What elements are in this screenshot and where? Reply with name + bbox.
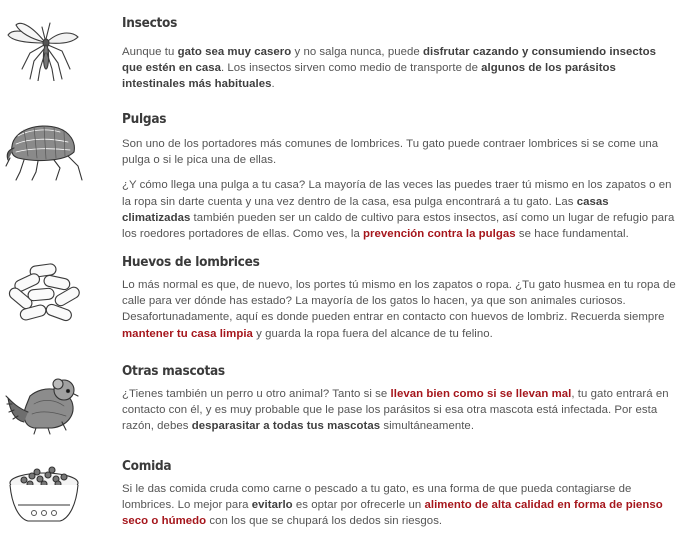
text-span: ¿Y cómo llega una pulga a tu casa? La mayoría de las veces las puedes traer tú mismo en los zapatos o en la ropa sin darte cuenta y una vez dentro de la casa, esa pulga encontrará a tu gato. Las — [122, 179, 672, 208]
section-title: Comida — [122, 458, 172, 474]
bold-text: evitarlo — [251, 499, 293, 512]
section-paragraph — [122, 386, 677, 435]
get-along-link[interactable]: llevan bien como si se llevan mal — [390, 388, 572, 400]
clean-house-link[interactable]: mantener tu casa limpia — [122, 327, 253, 340]
food-bowl-icon — [2, 459, 86, 533]
text-span: Si le das comida cruda como carne o pescado a tu gato, es una forma de que pueda contagiarse de lombrices. Lo mejor para — [122, 483, 632, 512]
section-paragraph: Son uno de los portadores más comunes de lombrices. Tu gato puede contraer lombrices si se come una pulga o si le pica una de ellas. — [122, 138, 659, 167]
bold-text: disfrutar cazando y consumiendo insectos que estén en casa — [122, 46, 657, 75]
text-span: y no salga nunca, puede — [291, 46, 423, 58]
text-span: es optar por ofrecerle un — [292, 499, 425, 512]
section-paragraph — [122, 277, 677, 342]
section-paragraph — [122, 44, 677, 93]
section-title: Pulgas — [122, 111, 167, 127]
mosquito-icon — [2, 14, 86, 86]
text-span: Lo más normal es que, de nuevo, los portes tú mismo en los zapatos o ropa. ¿Tu gato husmea en tu ropa de calle para ver dónde has estado? La mayoría de los gatos lo hacen, ya que son animales curiosos. Desafortunadamente, aquí es donde pueden entrar en contacto con huevos de lombriz. Recuerda siempre — [122, 279, 676, 324]
section-title: Huevos de lombrices — [122, 254, 260, 270]
text-span: , tu gato entrará en contacto con él, y es muy probable que le pase los parásitos si esa otra mascota está infectada. Por esta razón, debes — [122, 388, 669, 433]
text-span: también pueden ser un caldo de cultivo para estos insectos, así como un lugar de refugio para los roedores portadores de ellas. Como ves, la — [122, 211, 675, 241]
text-span: . Los insectos sirven como medio de transporte de — [220, 62, 482, 75]
bold-text: gato sea muy casero — [177, 46, 292, 58]
chinchilla-icon — [2, 370, 86, 440]
bold-text: casas climatizadas — [122, 195, 609, 224]
worm-eggs-icon — [2, 257, 86, 331]
text-span: . — [271, 78, 275, 91]
prevention-link[interactable]: prevención contra la pulgas — [363, 228, 516, 241]
section-title: Insectos — [122, 15, 178, 31]
section-paragraph — [122, 177, 677, 242]
section-paragraph — [122, 481, 677, 530]
text-span: simultáneamente. — [380, 420, 475, 433]
bold-text: desparasitar a todas tus mascotas — [191, 420, 381, 433]
bold-text: algunos de los parásitos intestinales más habituales — [122, 62, 616, 91]
flea-icon — [2, 110, 86, 188]
text-span: Aunque tu — [122, 46, 178, 58]
quality-food-link[interactable]: alimento de alta calidad en forma de pienso seco o húmedo — [122, 499, 663, 528]
text-span: con los que se chupará los dedos sin riesgos. — [206, 515, 443, 528]
section-title: Otras mascotas — [122, 363, 225, 379]
text-span: se hace fundamental. — [515, 228, 629, 241]
text-span: ¿Tienes también un perro u otro animal? Tanto si se — [122, 388, 391, 400]
text-span: y guarda la ropa fuera del alcance de tu felino. — [252, 327, 493, 340]
